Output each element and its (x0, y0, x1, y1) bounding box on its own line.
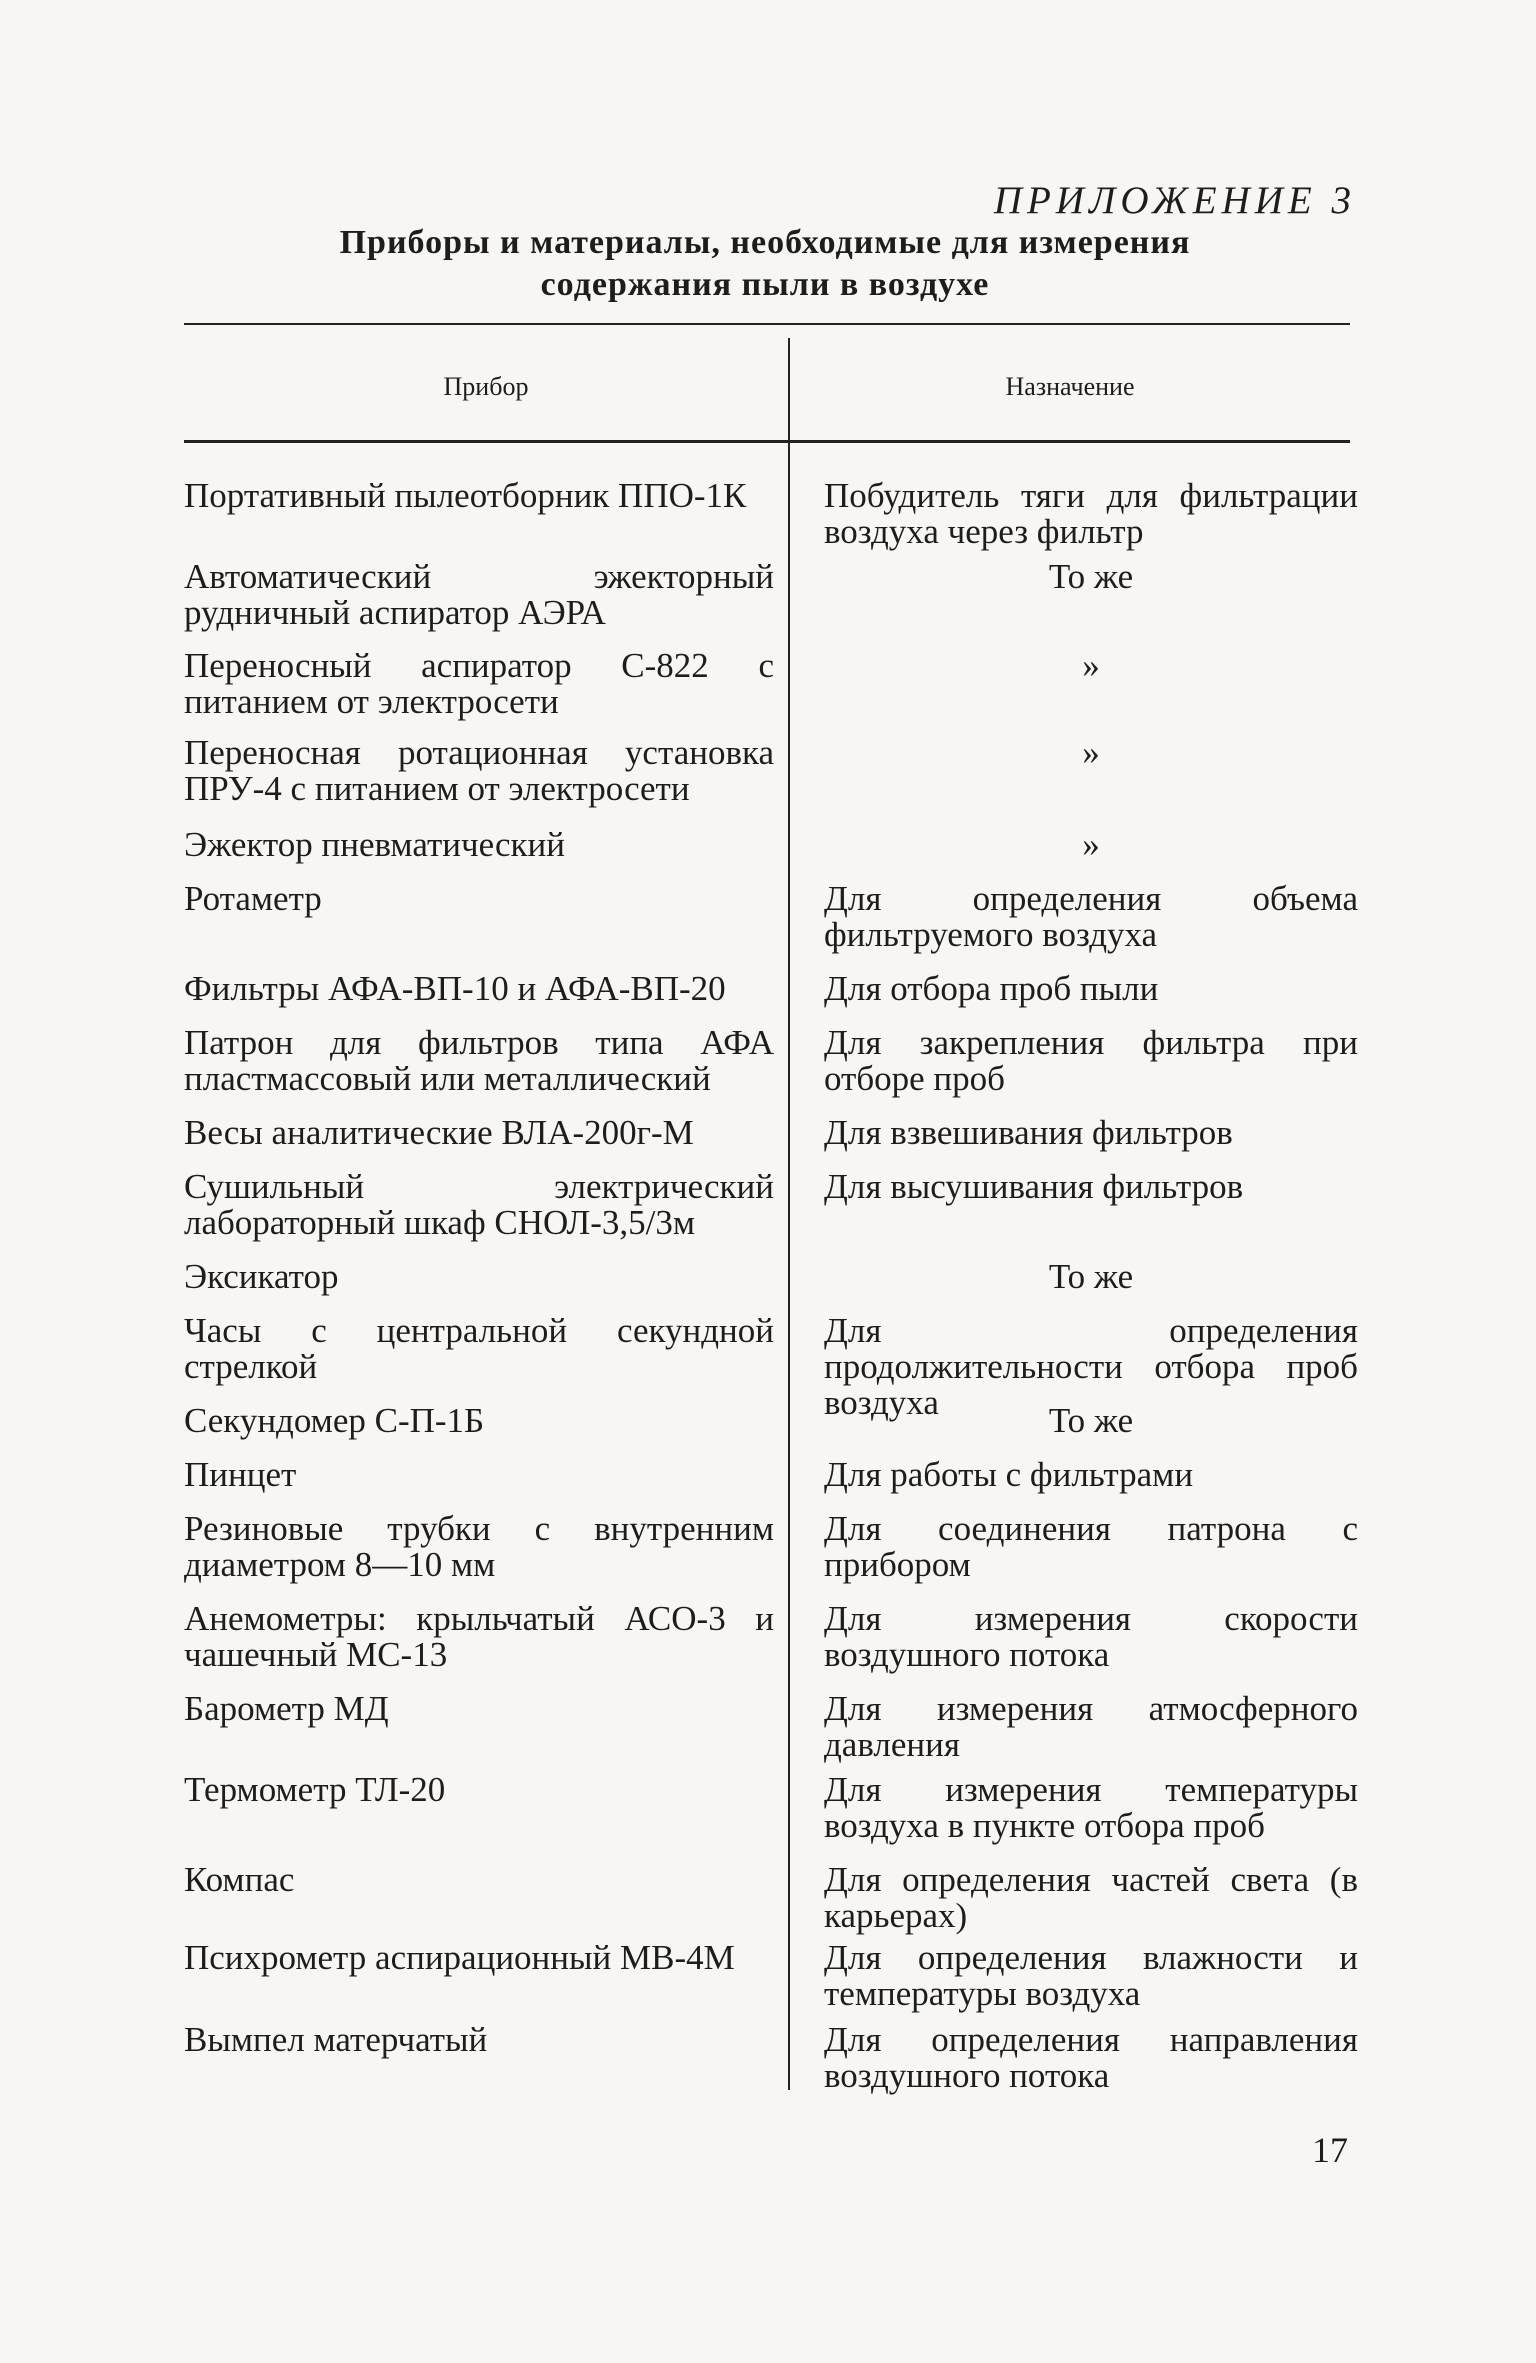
device-cell: Барометр МД (184, 1689, 389, 1728)
device-cell: Компас (184, 1860, 295, 1899)
device-cell: Портативный пылеотборник ППО-1К (184, 476, 747, 515)
device-cell: Сушильный электрический лабораторный шкаф СНОЛ-3,5/3м (184, 1167, 774, 1242)
device-cell: Весы аналитические ВЛА-200г-М (184, 1113, 694, 1152)
device-cell: Фильтры АФА-ВП-10 и АФА-ВП-20 (184, 969, 726, 1008)
purpose-cell: То же (1048, 1401, 1134, 1440)
purpose-cell: Для определения влажности и температуры воздуха (824, 1938, 1358, 2013)
purpose-cell: Для измерения атмосферного давления (824, 1689, 1358, 1764)
device-cell: Резиновые трубки с внутренним диаметром 8—10 мм (184, 1509, 774, 1584)
device-cell: Вымпел матерчатый (184, 2020, 488, 2059)
device-cell: Секундомер С-П-1Б (184, 1401, 485, 1440)
device-cell: Эжектор пневматический (184, 825, 565, 864)
appendix-label: ПРИЛОЖЕНИЕ 3 (993, 179, 1356, 222)
purpose-cell: Для определения направления воздушного потока (824, 2020, 1358, 2095)
device-cell: Анемометры: крыльчатый АСО-3 и чашечный МС-13 (184, 1599, 774, 1674)
title-line-2: содержания пыли в воздухе (540, 266, 990, 303)
purpose-cell: Для взвешивания фильтров (824, 1113, 1233, 1152)
device-cell: Часы с центральной секундной стрелкой (184, 1311, 774, 1386)
purpose-cell: То же (1048, 1257, 1134, 1296)
purpose-cell: Для закрепления фильтра при отборе проб (824, 1023, 1358, 1098)
purpose-cell: Для определения объема фильтруемого воздуха (824, 879, 1358, 954)
device-cell: Ротаметр (184, 879, 322, 918)
title-line-1: Приборы и материалы, необходимые для измерения (339, 224, 1191, 261)
device-cell: Эксикатор (184, 1257, 339, 1296)
purpose-cell: » (1082, 733, 1100, 772)
purpose-cell: То же (1048, 557, 1134, 596)
device-cell: Переносная ротационная установка ПРУ-4 с питанием от электросети (184, 733, 774, 808)
device-cell: Переносный аспиратор С-822 с питанием от электросети (184, 646, 774, 721)
page-number: 17 (1312, 2130, 1348, 2170)
column-header-purpose: Назначение (1005, 372, 1135, 401)
purpose-cell: Для соединения патрона с прибором (824, 1509, 1358, 1584)
device-cell: Психрометр аспирационный МВ-4М (184, 1938, 735, 1977)
purpose-cell: Побудитель тяги для фильтрации воздуха через фильтр (824, 476, 1358, 551)
purpose-cell: Для отбора проб пыли (824, 969, 1159, 1008)
device-cell: Пинцет (184, 1455, 297, 1494)
column-header-device: Прибор (443, 372, 529, 401)
purpose-cell: Для работы с фильтрами (824, 1455, 1194, 1494)
purpose-cell: Для определения частей света (в карьерах) (824, 1860, 1358, 1935)
device-cell: Термометр ТЛ-20 (184, 1770, 446, 1809)
purpose-cell: » (1082, 825, 1100, 864)
purpose-cell: Для высушивания фильтров (824, 1167, 1244, 1206)
purpose-cell: Для измерения скорости воздушного потока (824, 1599, 1358, 1674)
purpose-cell: Для определения продолжительности отбора проб воздуха (824, 1311, 1358, 1422)
device-cell: Патрон для фильтров типа АФА пластмассовый или металлический (184, 1023, 774, 1098)
device-cell: Автоматический эжекторный рудничный аспиратор АЭРА (184, 557, 774, 632)
purpose-cell: Для измерения температуры воздуха в пункте отбора проб (824, 1770, 1358, 1845)
purpose-cell: » (1082, 646, 1100, 685)
